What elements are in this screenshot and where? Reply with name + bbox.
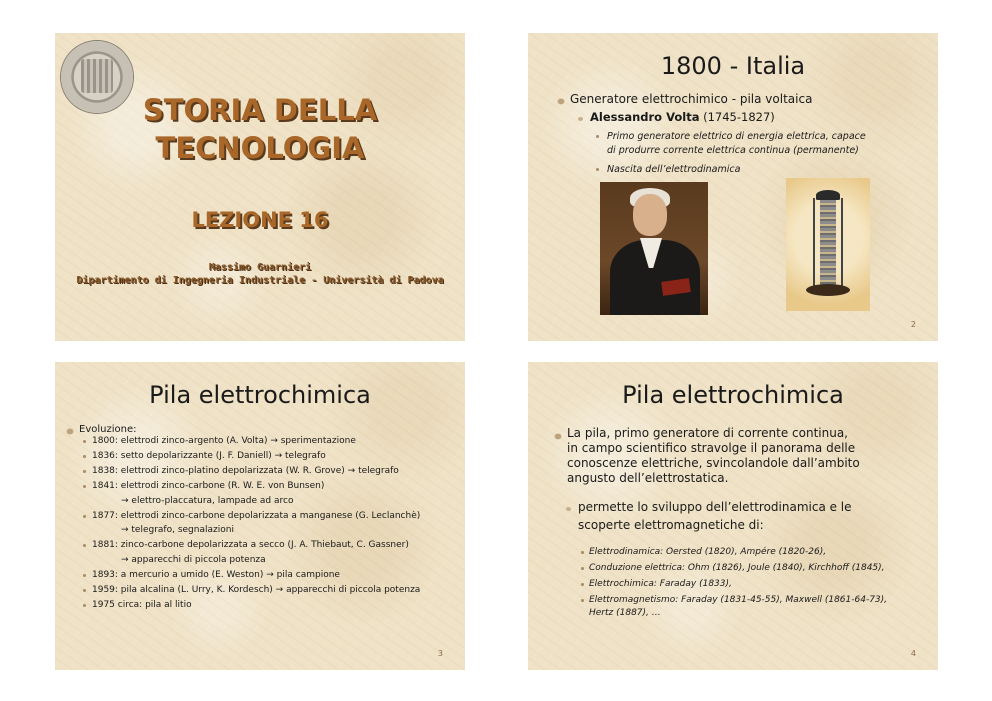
slide-title: Pila elettrochimica: [622, 381, 844, 409]
list-item: 1959: pila alcalina (L. Urry, K. Kordesch) → apparecchi di piccola potenza: [92, 585, 421, 595]
author-name: Massimo Guarnieri: [208, 262, 312, 273]
text-line: angusto dell’elettrostatica.: [567, 471, 729, 485]
paragraph: [567, 426, 860, 486]
bullet-icon: [83, 470, 86, 473]
bullet-text: Generatore elettrochimico - pila voltaica: [570, 92, 813, 106]
list-item: 1841: elettrodi zinco-carbone (R. W. E. von Bunsen): [92, 480, 325, 491]
list-item: 1836: setto depolarizzante (J. F. Daniell) → telegrafo: [92, 450, 326, 461]
course-title-line1: STORIA DELLA: [142, 93, 378, 127]
slide-2: [528, 33, 938, 341]
bullet-icon: [555, 434, 561, 439]
list-item: → elettro-placcatura, lampade ad arco: [121, 495, 294, 506]
bullet-icon: [83, 544, 86, 547]
bullet-text: Evoluzione:: [79, 424, 137, 435]
bullet-icon: [83, 485, 86, 488]
list-item: 1893: a mercurio a umido (E. Weston) → pila campione: [92, 570, 340, 581]
list-item: Elettrodinamica: Oersted (1820), Ampére (1820-26),: [589, 547, 827, 557]
page-number: 2: [910, 320, 916, 329]
text-line: La pila, primo generatore di corrente continua,: [567, 426, 848, 440]
text-line: permette lo sviluppo dell’elettrodinamica e le: [578, 500, 852, 514]
list-item: Elettromagnetismo: Faraday (1831-45-55), Maxwell (1861-64-73),: [589, 595, 888, 605]
bullet-icon: [581, 567, 584, 570]
slide-3: [55, 362, 465, 670]
bullet-icon: [83, 589, 86, 592]
list-item: 1800: elettrodi zinco-argento (A. Volta) → sperimentazione: [92, 436, 356, 446]
slide-title: 1800 - Italia: [660, 52, 806, 80]
sub-bullet-text: Nascita dell’elettrodinamica: [607, 164, 741, 175]
bullet-icon: [581, 599, 584, 602]
voltaic-pile-image: [786, 178, 870, 311]
slide-4: [528, 362, 938, 670]
sub-bullet-text: [607, 130, 866, 158]
bullet-icon: [83, 515, 86, 518]
bullet-icon: [596, 135, 599, 138]
list-item: 1838: elettrodi zinco-platino depolarizzata (W. R. Grove) → telegrafo: [92, 465, 399, 476]
person-name: Alessandro Volta: [590, 110, 700, 124]
course-title-line2: TECNOLOGIA: [155, 131, 365, 165]
volta-portrait-image: [600, 182, 708, 315]
person-years: (1745-1827): [699, 110, 775, 124]
list-item: Elettrochimica: Faraday (1833),: [589, 579, 732, 589]
bullet-icon: [581, 551, 584, 554]
text-line: Primo generatore elettrico di energia elettrica, capace: [607, 131, 866, 142]
bullet-text: [590, 110, 775, 125]
lesson-number: LEZIONE 16: [191, 208, 329, 232]
slide-title: Pila elettrochimica: [149, 381, 371, 409]
list-item: Conduzione elettrica: Ohm (1826), Joule (1840), Kirchhoff (1845),: [589, 563, 885, 573]
department-name: Dipartimento di Ingegneria Industriale - Università di Padova: [76, 275, 444, 286]
list-item: 1881: zinco-carbone depolarizzata a secco (J. A. Thiebaut, C. Gassner): [92, 540, 409, 551]
bullet-icon: [596, 168, 599, 171]
bullet-icon: [566, 507, 571, 511]
text-line: in campo scientifico stravolge il panorama delle: [567, 441, 856, 455]
bullet-icon: [83, 455, 86, 458]
page-number: 3: [437, 649, 443, 658]
text-line: di produrre corrente elettrica continua (permanente): [607, 145, 859, 156]
bullet-icon: [581, 583, 584, 586]
sub-paragraph: [578, 498, 852, 534]
bullet-icon: [83, 604, 86, 607]
slide-1: [55, 33, 465, 341]
bullet-icon: [83, 440, 86, 443]
page-number: 4: [910, 649, 916, 658]
list-item: Hertz (1887), …: [589, 608, 661, 618]
bullet-icon: [578, 117, 583, 121]
text-line: scoperte elettromagnetiche di:: [578, 518, 764, 532]
bullet-icon: [558, 99, 564, 104]
list-item: 1975 circa: pila al litio: [92, 599, 192, 610]
text-line: conoscenze elettriche, svincolandole dall’ambito: [567, 456, 860, 470]
bullet-icon: [67, 429, 73, 434]
list-item: → apparecchi di piccola potenza: [121, 555, 266, 566]
list-item: 1877: elettrodi zinco-carbone depolarizzata a manganese (G. Leclanchè): [92, 510, 421, 521]
list-item: → telegrafo, segnalazioni: [121, 525, 234, 536]
bullet-icon: [83, 574, 86, 577]
